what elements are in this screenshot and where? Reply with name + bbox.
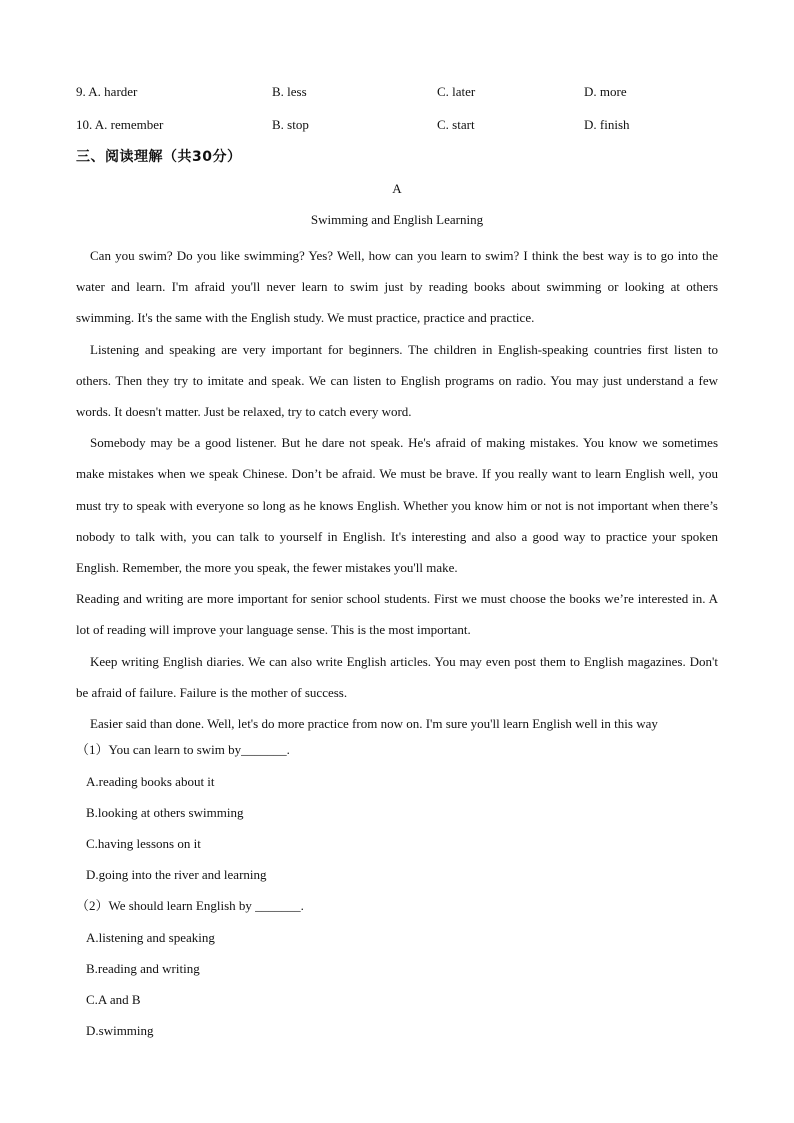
- passage-label: A: [392, 181, 402, 196]
- question-1-option-d: D.going into the river and learning: [86, 867, 267, 882]
- option-10-a: 10. A. remember: [76, 117, 164, 132]
- option-10-b: B. stop: [272, 117, 309, 132]
- question-2-option-a: A.listening and speaking: [86, 930, 215, 945]
- paragraph-4: Reading and writing are more important for senior school students. First we must choose the books we’re interested in. A lot of reading will improve your language sense. This is the most important.: [76, 591, 718, 638]
- section-heading: 三、阅读理解（共30分）: [76, 149, 242, 165]
- paragraph-3: Somebody may be a good listener. But he dare not speak. He's afraid of making mistakes. You know we sometimes make mistakes when we speak Chinese. Don’t be afraid. We must be brave. If you really want to learn English well, you must try to speak with everyone so long as he knows English. Whether you know him or not is not important when there’s nobody to talk with, you can talk to yourself in English. It's interesting and also a good way to practice your spoken English. Remember, the more you speak, the fewer mistakes you'll make.: [76, 435, 718, 576]
- question-1-option-b: B.looking at others swimming: [86, 805, 244, 820]
- question-1-stem: （1）You can learn to swim by_______.: [76, 742, 290, 757]
- option-9-a: 9. A. harder: [76, 84, 138, 99]
- paragraph-1: Can you swim? Do you like swimming? Yes? Well, how can you learn to swim? I think the best way is to go into the water and learn. I'm afraid you'll never learn to swim just by reading books about swimming or looking at others swimming. It's the same with the English study. We must practice, practice and practice.: [76, 248, 718, 326]
- passage-body: [76, 240, 718, 739]
- question-1-option-a: A.reading books about it: [86, 774, 215, 789]
- option-9-c: C. later: [437, 84, 476, 99]
- question-2-option-c: C.A and B: [86, 992, 141, 1007]
- option-10-d: D. finish: [584, 117, 630, 132]
- question-9-options: [76, 82, 736, 102]
- passage-title: Swimming and English Learning: [310, 212, 484, 227]
- paragraph-5: Keep writing English diaries. We can also write English articles. You may even post them to English magazines. Don't be afraid of failure. Failure is the mother of success.: [76, 653, 718, 700]
- paragraph-6: Easier said than done. Well, let's do more practice from now on. I'm sure you'll learn English well in this way: [90, 716, 658, 732]
- paragraph-2: Listening and speaking are very important for beginners. The children in English-speaking countries first listen to others. Then they try to imitate and speak. We can listen to English programs on radio. You may just understand a few words. It doesn't matter. Just be relaxed, try to catch every word.: [76, 341, 718, 420]
- option-10-c: C. start: [437, 117, 475, 132]
- question-2-option-d: D.swimming: [86, 1023, 154, 1038]
- question-2-option-b: B.reading and writing: [86, 961, 200, 976]
- option-9-b: B. less: [272, 84, 307, 99]
- option-9-d: D. more: [584, 84, 627, 99]
- question-2-stem: （2）We should learn English by _______.: [76, 898, 304, 913]
- question-1-option-c: C.having lessons on it: [86, 836, 201, 851]
- question-10-options: [76, 115, 736, 135]
